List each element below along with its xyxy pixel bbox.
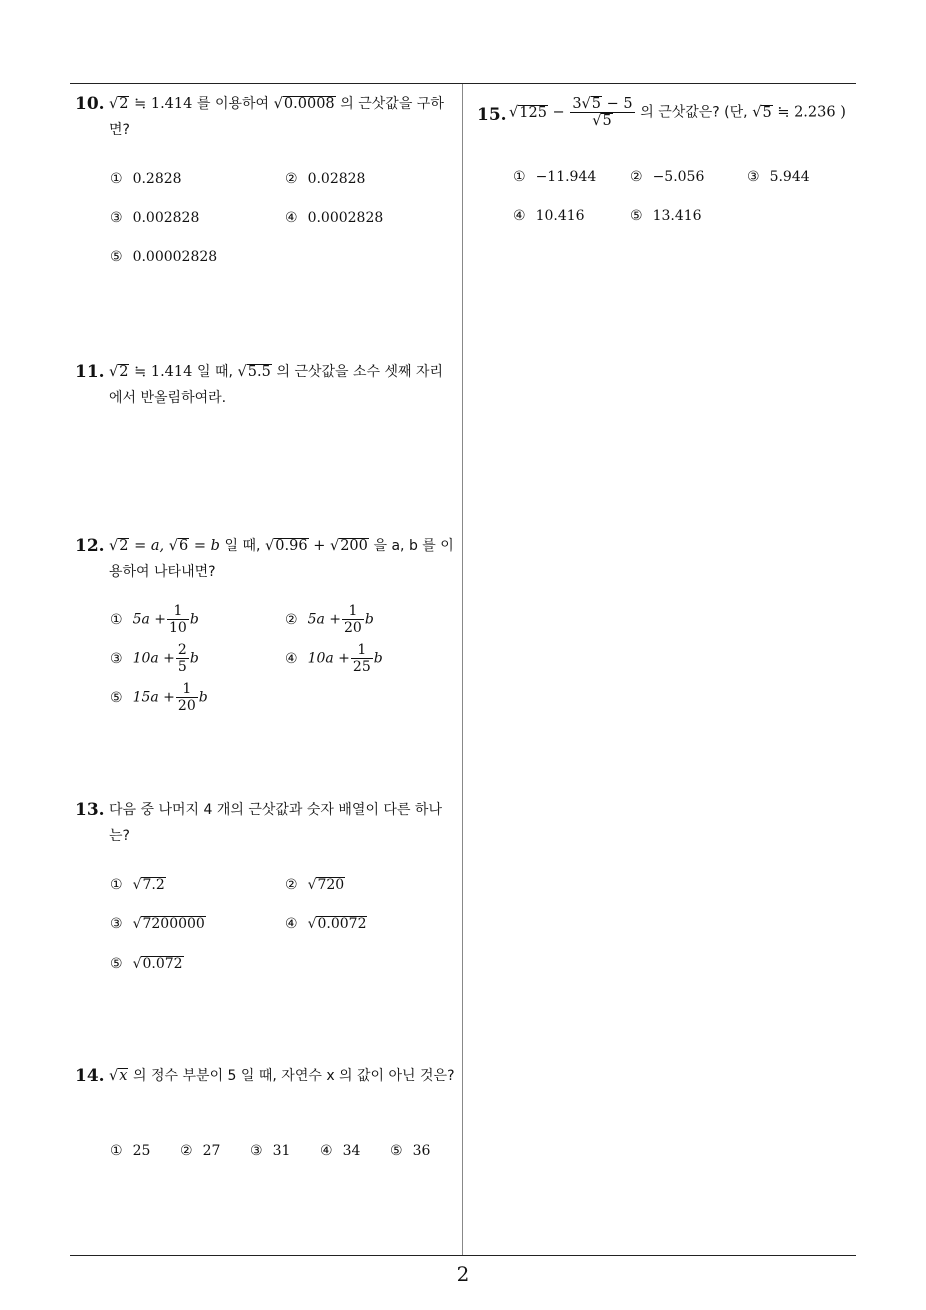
numerator: 1 <box>176 681 198 698</box>
radicand: 125 <box>519 104 547 121</box>
choice-value: 0.2828 <box>132 171 182 187</box>
stem-text: 일 때, <box>224 538 261 554</box>
problem-10 <box>75 91 455 143</box>
fraction <box>342 603 364 636</box>
radicand: 5 <box>602 113 612 129</box>
problem-14-stem: 14. √x 의 정수 부분이 5 일 때, 자연수 x 의 값이 아닌 것은? <box>75 1063 455 1089</box>
choice-marker: ④ <box>285 650 298 667</box>
expr-tail: b <box>198 689 208 706</box>
radicand: 0.96 <box>275 538 308 554</box>
choice-12-3[interactable] <box>110 642 199 675</box>
problem-number: 11. <box>75 362 105 382</box>
choice-marker: ⑤ <box>110 956 123 972</box>
choice-value: 27 <box>202 1143 221 1159</box>
denominator: 10 <box>169 620 187 636</box>
choice-13-5[interactable]: ⑤ √0.072 <box>110 956 183 972</box>
choice-14-2[interactable] <box>180 1143 220 1159</box>
radicand: 7.2 <box>142 877 165 893</box>
radicand: 2 <box>119 538 129 554</box>
choice-13-3[interactable]: ③ √7200000 <box>110 916 205 932</box>
choice-marker: ④ <box>285 916 298 932</box>
choice-marker: ⑤ <box>630 208 643 224</box>
problem-number: 10. <box>75 94 105 114</box>
numerator: 1 <box>167 603 189 620</box>
expr-tail: b <box>373 650 383 667</box>
choice-marker: ① <box>110 171 123 187</box>
choice-marker: ⑤ <box>110 689 123 706</box>
expr-lead: 10a + <box>132 650 175 667</box>
radicand: 5.5 <box>247 364 271 380</box>
choice-15-1[interactable] <box>513 169 596 185</box>
column-divider <box>462 84 463 1255</box>
choice-value: 5.944 <box>769 169 810 185</box>
choice-value: 25 <box>132 1143 151 1159</box>
problem-10-stem: 10. √2 ≒ 1.414 를 이용하여 √0.0008 의 근삿값을 구하면? <box>75 91 455 143</box>
choice-10-3[interactable] <box>110 210 199 226</box>
radicand: 2 <box>119 96 129 112</box>
expr-lead: 5a + <box>307 611 341 628</box>
choice-14-5[interactable] <box>390 1143 430 1159</box>
radicand: 5 <box>591 96 602 112</box>
expr-tail: b <box>189 650 199 667</box>
choice-13-4[interactable]: ④ √0.0072 <box>285 916 367 932</box>
bottom-rule <box>70 1255 856 1256</box>
problem-13-stem <box>75 797 455 849</box>
choice-12-2[interactable] <box>285 603 374 636</box>
radicand: 6 <box>178 538 189 554</box>
problem-11-stem: 11. √2 ≒ 1.414 일 때, √5.5 의 근삿값을 소수 셋째 자리에서 반올림하여라. <box>75 359 455 411</box>
choice-13-2[interactable]: ② √720 <box>285 877 345 893</box>
stem-text: 을 a, b 를 이용하여 나타내면? <box>109 538 454 580</box>
choice-10-5[interactable] <box>110 249 217 265</box>
choice-marker: ③ <box>110 650 123 667</box>
choice-marker: ① <box>110 877 123 893</box>
stem-text: 다음 중 나머지 4 개의 근삿값과 숫자 배열이 다른 하나는? <box>109 802 442 844</box>
expr-lead: 5a + <box>132 611 166 628</box>
choice-marker: ③ <box>250 1143 263 1159</box>
problem-15 <box>477 96 852 129</box>
numerator: 1 <box>342 603 364 620</box>
problem-12-stem: 12. √2 = a, √6 = b 일 때, √0.96 + √200 을 a, b 를 이용하여 나타내면? <box>75 533 455 585</box>
expr-lead: 10a + <box>307 650 350 667</box>
numerator: 1 <box>351 642 373 659</box>
choice-value: 0.0002828 <box>307 210 384 226</box>
choice-14-4[interactable] <box>320 1143 360 1159</box>
choice-15-2[interactable] <box>630 169 704 185</box>
choice-marker: ① <box>110 1143 123 1159</box>
fraction <box>176 681 198 714</box>
choice-marker: ① <box>110 611 123 628</box>
stem-text: 일 때, <box>196 364 233 380</box>
radicand: x <box>119 1068 128 1084</box>
choice-15-4[interactable] <box>513 208 585 224</box>
choice-marker: ④ <box>320 1143 333 1159</box>
denominator: 20 <box>344 620 362 636</box>
radicand: 0.0072 <box>317 916 367 932</box>
choice-marker: ② <box>630 169 643 185</box>
fraction <box>176 642 189 675</box>
stem-text: 를 이용하여 <box>196 96 270 112</box>
choice-marker: ② <box>285 877 298 893</box>
expr-tail: b <box>189 611 199 628</box>
choice-10-2[interactable] <box>285 171 365 187</box>
radicand: 5 <box>762 104 772 121</box>
page-number: 2 <box>456 1262 470 1286</box>
stem-text: 의 근삿값을 구하면? <box>109 96 444 138</box>
choice-marker: ② <box>285 611 298 628</box>
choice-marker: ① <box>513 169 526 185</box>
radicand: 200 <box>340 538 368 554</box>
choice-value: 0.00002828 <box>132 249 218 265</box>
fraction <box>351 642 373 675</box>
choice-marker: ② <box>180 1143 193 1159</box>
equation: = b <box>193 538 220 554</box>
choice-value: −5.056 <box>652 169 705 185</box>
radicand: 2 <box>119 364 129 380</box>
problem-number: 14. <box>75 1066 105 1086</box>
radicand: 720 <box>317 877 345 893</box>
choice-marker: ② <box>285 171 298 187</box>
choice-value: 31 <box>272 1143 291 1159</box>
choice-value: 34 <box>342 1143 361 1159</box>
choice-12-4[interactable] <box>285 642 383 675</box>
choice-14-1[interactable] <box>110 1143 150 1159</box>
problem-number: 13. <box>75 800 105 820</box>
choice-value: −11.944 <box>535 169 597 185</box>
radicand: 7200000 <box>142 916 205 932</box>
fraction: $\frac{3√5 - 5}{√5}$ <box>572 96 633 129</box>
stem-text: 의 근삿값을 소수 셋째 자리에서 반올림하여라. <box>109 364 444 406</box>
approx-value: ≒ 2.236 ) <box>777 104 846 121</box>
denominator: 20 <box>177 698 196 714</box>
problem-number: 15. <box>477 105 507 125</box>
top-rule <box>70 83 856 84</box>
problem-14 <box>75 1063 455 1089</box>
radicand: 0.072 <box>142 956 183 972</box>
choice-10-4[interactable] <box>285 210 383 226</box>
stem-text: 의 정수 부분이 5 일 때, 자연수 x 의 값이 아닌 것은? <box>133 1068 455 1084</box>
operator: + <box>313 538 326 554</box>
choice-value: 10.416 <box>535 208 585 224</box>
choice-12-5[interactable] <box>110 681 208 714</box>
fraction <box>167 603 189 636</box>
problem-15-stem: 15. √125 − $\frac{3√5 - 5}{√5}$ 의 근삿값은? (단, √5 ≒ 2.236 ) <box>477 96 846 129</box>
problem-11 <box>75 359 455 411</box>
choice-value: 36 <box>412 1143 431 1159</box>
choice-15-3[interactable] <box>747 169 810 185</box>
approx-value: ≒ 1.414 <box>134 96 193 112</box>
expr-lead: 15a + <box>132 689 175 706</box>
numerator: 2 <box>177 642 187 658</box>
choice-10-1[interactable] <box>110 171 182 187</box>
problem-13 <box>75 797 455 849</box>
denominator: 25 <box>352 659 371 675</box>
approx-value: ≒ 1.414 <box>134 364 193 380</box>
choice-15-5[interactable] <box>630 208 702 224</box>
choice-marker: ③ <box>110 916 123 932</box>
problem-number: 12. <box>75 536 105 556</box>
denominator: 5 <box>177 659 187 675</box>
numerator-tail: − 5 <box>606 96 633 112</box>
operator: − <box>552 104 565 121</box>
choice-12-1[interactable] <box>110 603 199 636</box>
coefficient: 3 <box>572 96 582 112</box>
choice-14-3[interactable] <box>250 1143 290 1159</box>
choice-value: 0.02828 <box>307 171 366 187</box>
radicand: 0.0008 <box>283 96 335 112</box>
choice-value: 13.416 <box>652 208 702 224</box>
choice-marker: ⑤ <box>110 249 123 265</box>
choice-marker: ③ <box>747 169 760 185</box>
expr-tail: b <box>364 611 374 628</box>
choice-value: 0.002828 <box>132 210 200 226</box>
problem-12 <box>75 533 455 585</box>
choice-marker: ④ <box>513 208 526 224</box>
choice-marker: ④ <box>285 210 298 226</box>
choice-marker: ③ <box>110 210 123 226</box>
choice-13-1[interactable]: ① √7.2 <box>110 877 165 893</box>
choice-marker: ⑤ <box>390 1143 403 1159</box>
equation: = a, <box>134 538 165 554</box>
stem-text: 의 근삿값은? (단, <box>640 104 748 121</box>
